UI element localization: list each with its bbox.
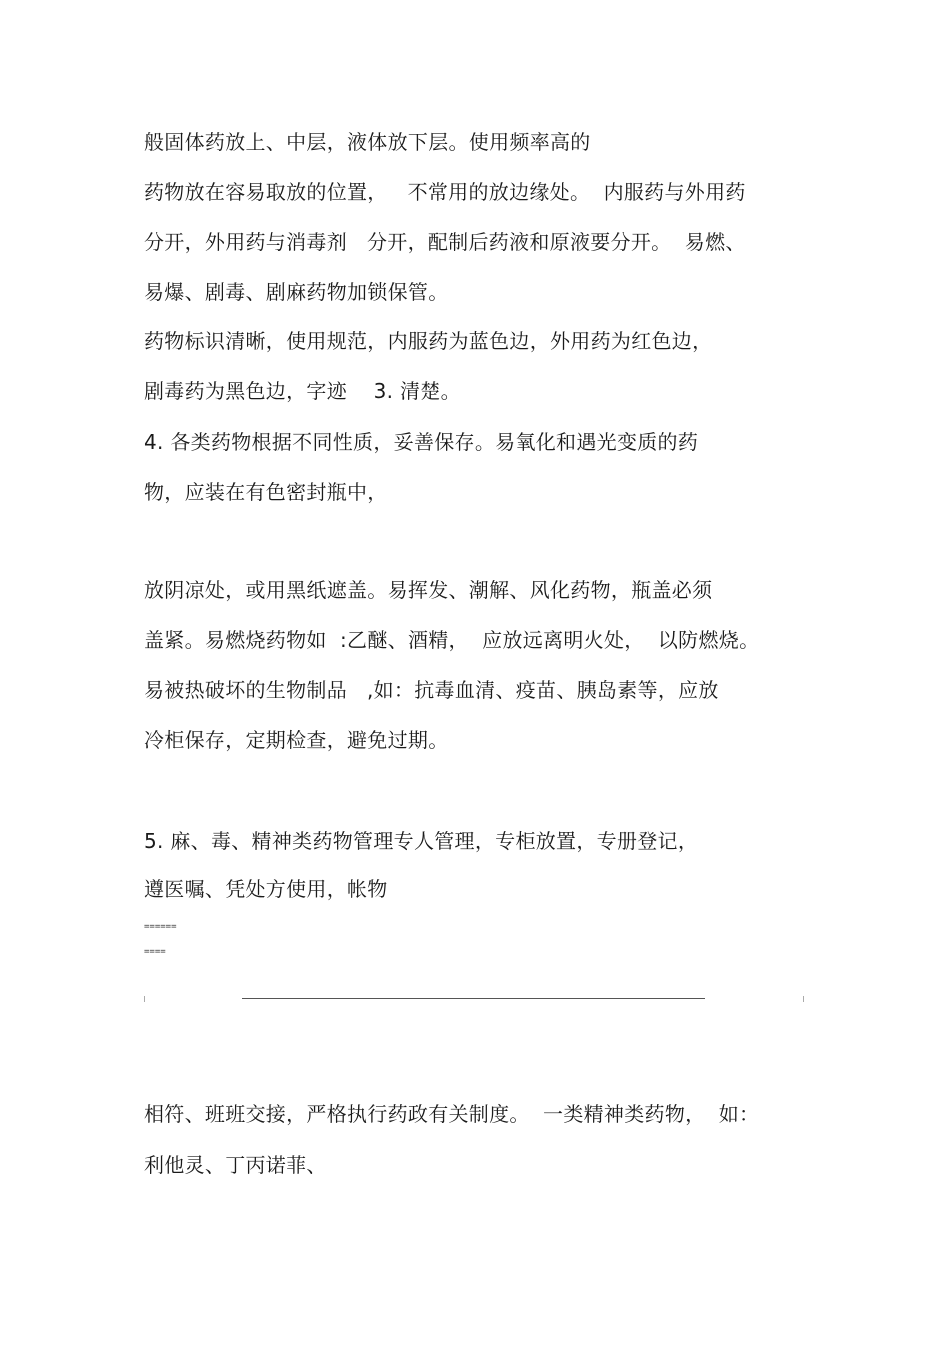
- separator-mark: ======: [144, 922, 177, 932]
- text-line: 药物放在容易取放的位置， 不常用的放边缘处。 内服药与外用药: [144, 180, 746, 204]
- text-line: 般固体药放上、中层，液体放下层。使用频率高的: [144, 130, 591, 154]
- text-line: 冷柜保存，定期检查，避免过期。: [144, 728, 449, 752]
- text-line: 5. 麻、毒、精神类药物管理专人管理，专柜放置，专册登记，: [144, 829, 699, 853]
- text-line: 利他灵、丁丙诺菲、: [144, 1153, 327, 1177]
- page-edge-tick: [803, 996, 804, 1002]
- text-line: 分开，外用药与消毒剂 分开，配制后药液和原液要分开。 易燃、: [144, 230, 746, 254]
- text-line: 药物标识清晰，使用规范，内服药为蓝色边，外用药为红色边，: [144, 329, 713, 353]
- text-line: 遵医嘱、凭处方使用，帐物: [144, 877, 388, 901]
- text-line: 易爆、剧毒、剧麻药物加锁保管。: [144, 280, 449, 304]
- page-divider: [242, 998, 705, 999]
- page-edge-tick: [144, 996, 145, 1002]
- text-line: 盖紧。易燃烧药物如 :乙醚、酒精， 应放远离明火处， 以防燃烧。: [144, 628, 760, 652]
- separator-mark: ====: [144, 947, 166, 957]
- text-line: 物，应装在有色密封瓶中，: [144, 480, 388, 504]
- text-line: 4. 各类药物根据不同性质，妥善保存。易氧化和遇光变质的药: [144, 430, 699, 454]
- text-line: 易被热破坏的生物制品 ,如：抗毒血清、疫苗、胰岛素等，应放: [144, 678, 719, 702]
- text-line: 相符、班班交接，严格执行药政有关制度。 一类精神类药物， 如：: [144, 1102, 760, 1126]
- text-line: 放阴凉处，或用黑纸遮盖。易挥发、潮解、风化药物，瓶盖必须: [144, 578, 713, 602]
- text-line: 剧毒药为黑色边，字迹 3. 清楚。: [144, 379, 461, 403]
